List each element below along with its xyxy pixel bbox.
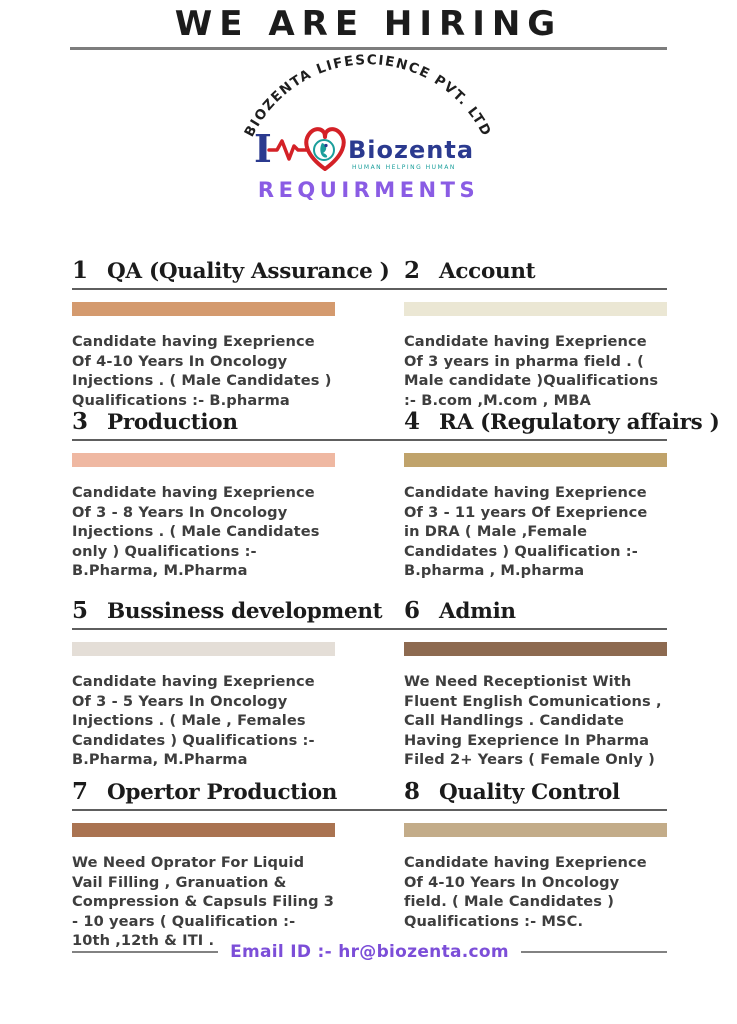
biozenta-logo: [248, 118, 493, 176]
footer-email-row: [72, 942, 667, 962]
section-quality-control: [404, 778, 667, 951]
row-divider-line: [72, 809, 667, 811]
section-color-bar: [404, 823, 667, 837]
section-color-bar: [72, 453, 335, 467]
section-number: 3: [72, 408, 89, 435]
section-row-3: [72, 597, 667, 770]
section-operator-production: [72, 778, 338, 951]
section-heading: [404, 408, 720, 453]
section-title: Admin: [439, 599, 516, 624]
section-heading: [72, 597, 383, 642]
requirements-subtitle: REQUIRMENTS: [257, 178, 480, 202]
section-heading: [404, 257, 667, 302]
section-title: Opertor Production: [107, 780, 338, 805]
company-name-text: BIOZENTA LIFESCIENCE PVT. LTD: [241, 52, 495, 140]
row-divider-line: [72, 628, 667, 630]
section-color-bar: [404, 453, 667, 467]
email-address: Email ID :- hr@biozenta.com: [230, 942, 509, 962]
section-heading: [72, 778, 338, 823]
logo-tagline-text: HUMAN HELPING HUMAN: [352, 164, 456, 171]
section-description: Candidate having Exeprience Of 4-10 Years In Oncology Injections . ( Male Candidates ) Qualifications :- B.pharma: [72, 333, 332, 409]
section-description: Candidate having Exeprience Of 3 - 8 Years In Oncology Injections . ( Male Candidates only ) Qualifications :- B.Pharma, M.Pharma: [72, 484, 320, 579]
logo-brand-text: Biozenta: [348, 136, 475, 164]
logo-i-letter: I: [254, 126, 272, 171]
section-color-bar: [404, 302, 667, 316]
section-heading: [404, 778, 667, 823]
section-heading: [72, 408, 335, 453]
section-number: 7: [72, 778, 89, 805]
section-number: 6: [404, 597, 421, 624]
section-heading: [404, 597, 667, 642]
section-row-1: [72, 257, 667, 410]
section-ra: [404, 408, 720, 581]
section-color-bar: [72, 823, 335, 837]
section-color-bar: [72, 642, 335, 656]
section-business-development: [72, 597, 383, 770]
section-description: Candidate having Exeprience Of 4-10 Years In Oncology field. ( Male Candidates ) Qualifications :- MSC.: [404, 854, 647, 930]
section-title: Bussiness development: [107, 599, 383, 624]
section-title: QA (Quality Assurance ): [107, 259, 390, 284]
section-number: 2: [404, 257, 421, 284]
section-number: 1: [72, 257, 89, 284]
email-divider-right: [521, 951, 667, 954]
section-qa: [72, 257, 390, 410]
section-admin: [404, 597, 667, 770]
section-account: [404, 257, 667, 410]
section-description: Candidate having Exeprience Of 3 years in pharma field . ( Male candidate )Qualifications :- B.com ,M.com , MBA: [404, 333, 659, 409]
section-number: 8: [404, 778, 421, 805]
section-description: Candidate having Exeprience Of 3 - 5 Years In Oncology Injections . ( Male , Females Candidates ) Qualifications :- B.Pharma, M.Pharma: [72, 673, 315, 768]
page-title: WE ARE HIRING: [174, 4, 563, 44]
section-title: RA (Regulatory affairs ): [439, 410, 720, 435]
email-divider-left: [72, 951, 218, 954]
section-production: [72, 408, 335, 581]
section-row-2: [72, 408, 720, 581]
row-divider-line: [72, 439, 667, 441]
section-number: 4: [404, 408, 421, 435]
section-color-bar: [72, 302, 335, 316]
section-title: Production: [107, 410, 238, 435]
section-description: We Need Oprator For Liquid Vail Filling , Granuation & Compression & Capsuls Filing 3 - 10 years ( Qualification :- 10th ,12th & ITI .: [72, 854, 335, 949]
section-title: Account: [439, 259, 536, 284]
logo-emblem-dot: [324, 144, 327, 147]
row-divider-line: [72, 288, 667, 290]
section-title: Quality Control: [439, 780, 620, 805]
section-color-bar: [404, 642, 667, 656]
section-number: 5: [72, 597, 89, 624]
section-row-4: [72, 778, 667, 951]
section-heading: [72, 257, 390, 302]
section-description: We Need Receptionist With Fluent English Comunications , Call Handlings . Candidate Having Exeprience In Pharma Filed 2+ Years ( Female Only ): [404, 673, 662, 768]
section-description: Candidate having Exeprience Of 3 - 11 years Of Exeprience in DRA ( Male ,Female Candidates ) Qualification :- B.pharma , M.pharma: [404, 484, 648, 579]
pulse-line-icon: [269, 141, 308, 159]
